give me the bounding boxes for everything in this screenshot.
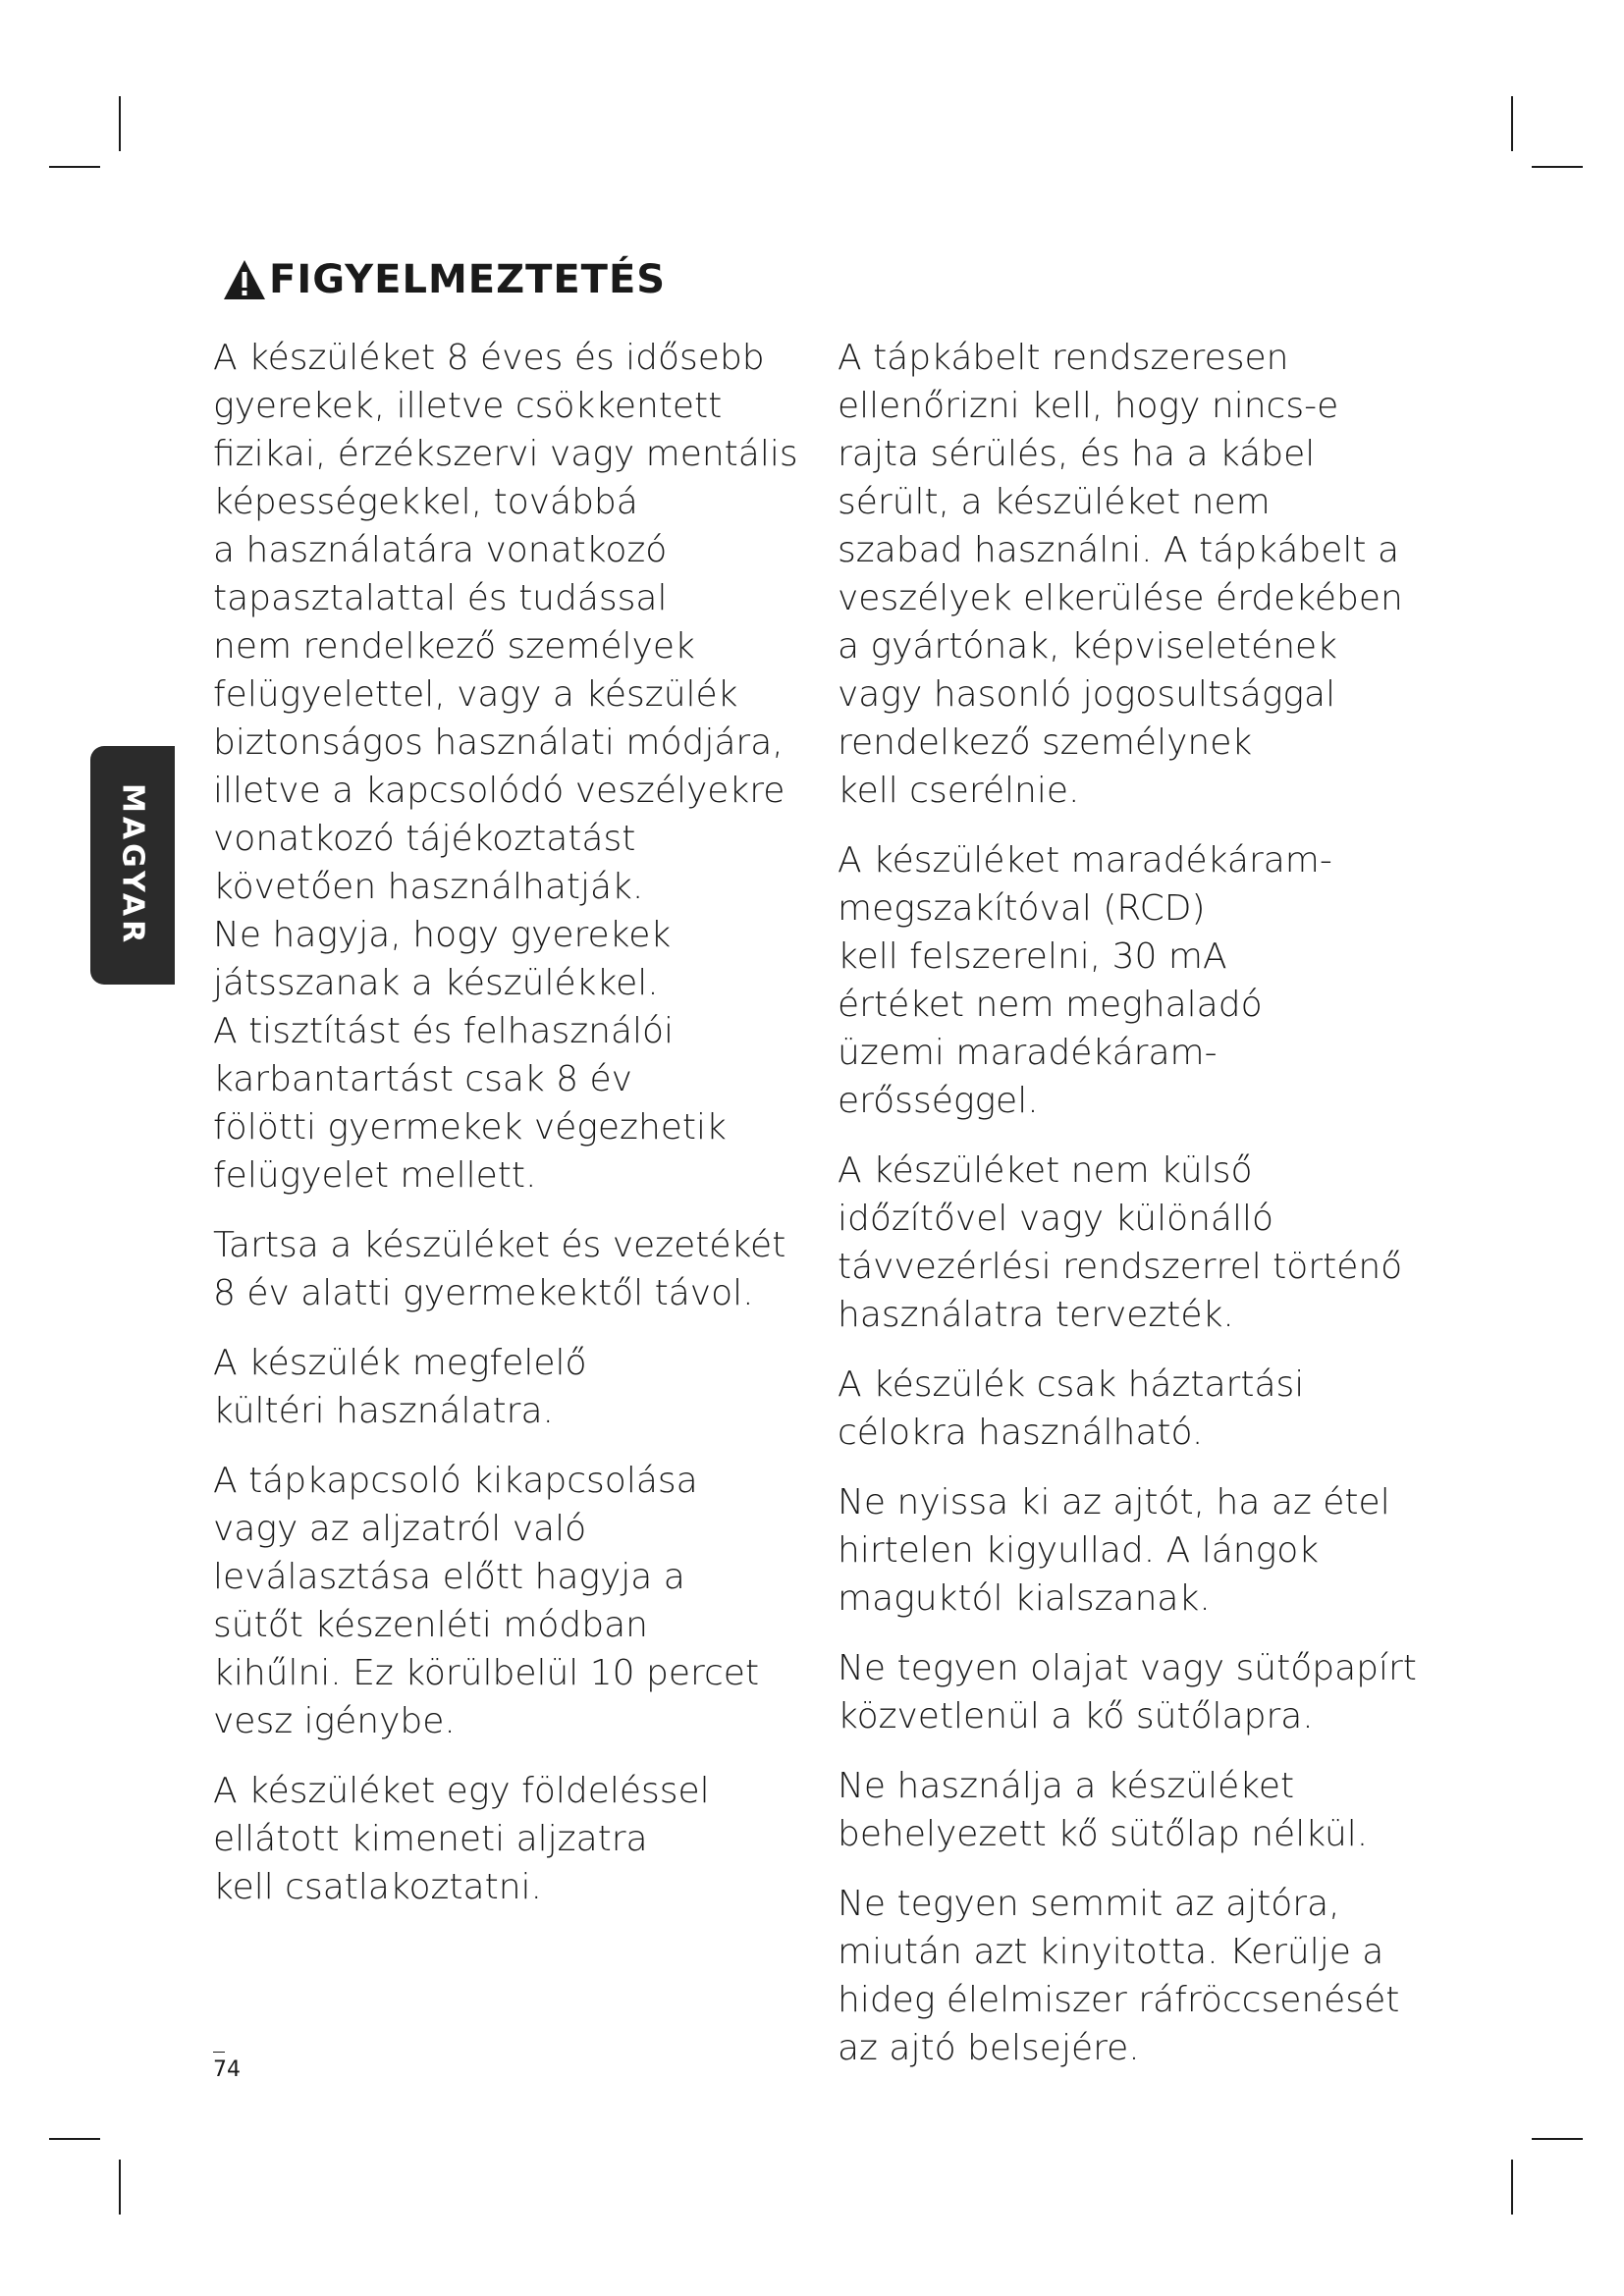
paragraph: [838, 1644, 1427, 1740]
text-line: ellenőrizni kell, hogy nincs-e: [838, 386, 1339, 426]
text-line: kihűlni. Ez körülbelül 10 percet: [213, 1653, 760, 1693]
text-line: megszakítóval (RCD): [838, 888, 1206, 929]
text-line: behelyezett kő sütőlap nélkül.: [838, 1814, 1369, 1854]
text-line: hirtelen kigyullad. A lángok: [838, 1530, 1320, 1571]
paragraph: [213, 334, 802, 1200]
paragraph: [838, 1762, 1427, 1858]
text-line: felügyelet mellett.: [213, 1155, 537, 1196]
warning-icon: [222, 258, 269, 301]
text-line: A készüléket maradékáram-: [838, 840, 1332, 881]
paragraph: [213, 1457, 802, 1745]
text-line: illetve a kapcsolódó veszélyekre: [213, 771, 785, 811]
text-line: A készülék csak háztartási: [838, 1364, 1305, 1405]
text-line: sütőt készenléti módban: [213, 1605, 648, 1645]
text-line: Ne hagyja, hogy gyerekek: [213, 915, 672, 955]
text-line: hideg élelmiszer ráfröccsenését: [838, 1980, 1400, 2020]
heading-text: FIGYELMEZTETÉS: [269, 257, 667, 302]
text-line: erősséggel.: [838, 1081, 1039, 1121]
crop-mark: [119, 2160, 121, 2215]
text-line: biztonságos használati módjára,: [213, 722, 784, 763]
text-line: A készüléket nem külső: [838, 1150, 1253, 1191]
text-line: követően használhatják.: [213, 867, 644, 907]
text-line: kültéri használatra.: [213, 1391, 554, 1431]
text-line: maguktól kialszanak.: [838, 1578, 1211, 1619]
text-line: A készülék megfelelő: [213, 1343, 587, 1383]
text-line: Ne használja a készüléket: [838, 1766, 1295, 1806]
text-line: felügyelettel, vagy a készülék: [213, 674, 738, 715]
page-number: 74: [213, 2057, 241, 2082]
text-line: Tartsa a készüléket és vezetékét: [213, 1225, 786, 1265]
right-column: [838, 334, 1427, 2094]
text-line: miután azt kinyitotta. Kerülje a: [838, 1932, 1384, 1972]
text-line: közvetlenül a kő sütőlapra.: [838, 1696, 1314, 1736]
text-line: A tápkábelt rendszeresen: [838, 338, 1289, 378]
paragraph: [838, 1361, 1427, 1457]
text-line: a használatára vonatkozó: [213, 530, 668, 570]
text-line: A készüléket egy földeléssel: [213, 1771, 710, 1811]
text-line: üzemi maradékáram-: [838, 1033, 1218, 1073]
text-line: kell felszerelni, 30 mA: [838, 936, 1227, 977]
text-line: használatra tervezték.: [838, 1295, 1234, 1335]
crop-mark: [49, 2138, 100, 2140]
text-line: kell cserélnie.: [838, 771, 1080, 811]
text-line: játsszanak a készülékkel.: [213, 963, 659, 1003]
warning-heading: [222, 257, 666, 302]
text-line: tapasztalattal és tudással: [213, 578, 668, 618]
text-line: ellátott kimeneti aljzatra: [213, 1819, 648, 1859]
text-line: rajta sérülés, és ha a kábel: [838, 434, 1316, 474]
crop-mark: [1532, 166, 1583, 168]
text-line: a gyártónak, képviseletének: [838, 626, 1338, 667]
text-line: szabad használni. A tápkábelt a: [838, 530, 1400, 570]
text-line: leválasztása előtt hagyja a: [213, 1557, 685, 1597]
text-line: Ne tegyen semmit az ajtóra,: [838, 1884, 1340, 1924]
crop-mark: [1532, 2138, 1583, 2140]
text-line: képességekkel, továbbá: [213, 482, 638, 522]
text-line: kell csatlakoztatni.: [213, 1867, 542, 1907]
text-line: az ajtó belsejére.: [838, 2028, 1140, 2068]
text-line: A tápkapcsoló kikapcsolása: [213, 1461, 698, 1501]
text-line: Ne nyissa ki az ajtót, ha az étel: [838, 1482, 1390, 1522]
text-line: sérült, a készüléket nem: [838, 482, 1271, 522]
text-line: fizikai, érzékszervi vagy mentális: [213, 434, 798, 474]
left-column: [213, 334, 802, 1933]
paragraph: [838, 1880, 1427, 2072]
paragraph: [838, 1147, 1427, 1339]
text-line: Ne tegyen olajat vagy sütőpapírt: [838, 1648, 1417, 1688]
crop-mark: [1511, 2160, 1513, 2215]
text-line: gyerekek, illetve csökkentett: [213, 386, 723, 426]
text-line: vagy az aljzatról való: [213, 1509, 587, 1549]
paragraph: [213, 1339, 802, 1435]
text-line: 8 év alatti gyermekektől távol.: [213, 1273, 754, 1313]
text-line: A készüléket 8 éves és idősebb: [213, 338, 765, 378]
text-line: időzítővel vagy különálló: [838, 1199, 1274, 1239]
text-line: vagy hasonló jogosultsággal: [838, 674, 1336, 715]
text-line: A tisztítást és felhasználói: [213, 1011, 675, 1051]
text-line: értéket nem meghaladó: [838, 985, 1263, 1025]
text-line: vesz igénybe.: [213, 1701, 456, 1741]
crop-mark: [49, 166, 100, 168]
text-line: vonatkozó tájékoztatást: [213, 819, 636, 859]
text-line: karbantartást csak 8 év: [213, 1059, 632, 1099]
crop-mark: [1511, 96, 1513, 151]
text-line: nem rendelkező személyek: [213, 626, 695, 667]
paragraph: [838, 1478, 1427, 1623]
text-line: rendelkező személynek: [838, 722, 1253, 763]
paragraph: [838, 836, 1427, 1125]
text-line: fölötti gyermekek végezhetik: [213, 1107, 727, 1148]
text-line: veszélyek elkerülése érdekében: [838, 578, 1403, 618]
crop-mark: [119, 96, 121, 151]
text-line: távvezérlési rendszerrel történő: [838, 1247, 1403, 1287]
paragraph: [213, 1767, 802, 1911]
paragraph: [213, 1221, 802, 1317]
text-line: célokra használható.: [838, 1413, 1204, 1453]
paragraph: [838, 334, 1427, 815]
language-tab: [90, 746, 175, 985]
language-tab-label: MAGYAR: [115, 783, 150, 947]
